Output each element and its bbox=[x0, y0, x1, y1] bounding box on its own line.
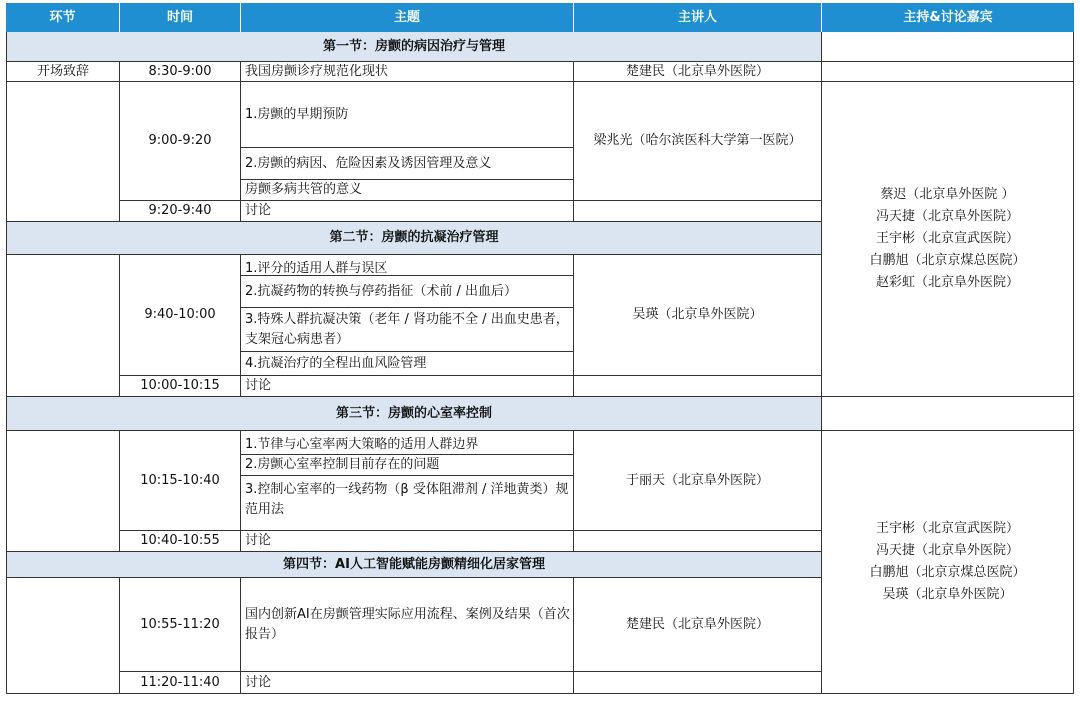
hosts-group-1 bbox=[822, 82, 1074, 397]
host-name: 白鹏旭（北京京煤总医院） bbox=[869, 565, 1026, 580]
s3-disc-time: 10:40-10:55 bbox=[120, 531, 241, 552]
s1-disc-time: 9:20-9:40 bbox=[120, 201, 241, 222]
host-name: 蔡迟（北京阜外医院 ） bbox=[880, 187, 1015, 202]
opening-topic: 我国房颤诊疗规范化现状 bbox=[241, 62, 574, 82]
s2-disc: 讨论 bbox=[241, 376, 574, 397]
host-name: 冯天捷（北京阜外医院） bbox=[875, 209, 1019, 224]
section-1-segment-blank bbox=[6, 82, 120, 222]
opening-host-blank bbox=[822, 62, 1074, 82]
s1-topic-1: 1.房颤的早期预防 bbox=[241, 82, 574, 148]
s4-time: 10:55-11:20 bbox=[120, 578, 241, 672]
header-segment: 环节 bbox=[6, 3, 120, 32]
s3-topic-3: 3.控制心室率的一线药物（β 受体阻滞剂 / 洋地黄类）规范用法 bbox=[241, 476, 574, 531]
s4-topic-1: 国内创新AI在房颤管理实际应用流程、案例及结果（首次报告） bbox=[241, 578, 574, 672]
s1-disc: 讨论 bbox=[241, 201, 574, 222]
s2-disc-time: 10:00-10:15 bbox=[120, 376, 241, 397]
s1-speaker: 梁兆光（哈尔滨医科大学第一医院） bbox=[574, 82, 822, 201]
opening-time: 8:30-9:00 bbox=[120, 62, 241, 82]
hosts-group-2 bbox=[822, 431, 1074, 694]
header-speaker: 主讲人 bbox=[574, 3, 822, 32]
section-3-segment-blank bbox=[6, 431, 120, 552]
s3-time: 10:15-10:40 bbox=[120, 431, 241, 531]
host-name: 王宇彬（北京宣武医院） bbox=[875, 521, 1019, 536]
section-3-title: 第三节：房颤的心室率控制 bbox=[6, 397, 822, 431]
section-2-title: 第二节：房颤的抗凝治疗管理 bbox=[6, 222, 822, 255]
opening-speaker: 楚建民（北京阜外医院） bbox=[574, 62, 822, 82]
header-topic: 主题 bbox=[241, 3, 574, 32]
s2-time: 9:40-10:00 bbox=[120, 255, 241, 376]
s2-topic-1: 1.评分的适用人群与误区 bbox=[241, 255, 574, 276]
s2-speaker: 吴瑛（北京阜外医院） bbox=[574, 255, 822, 376]
host-name: 赵彩虹（北京阜外医院） bbox=[875, 275, 1019, 290]
host-name: 吴瑛（北京阜外医院） bbox=[882, 587, 1013, 602]
s3-speaker: 于丽天（北京阜外医院） bbox=[574, 431, 822, 531]
section-1-host-blank bbox=[822, 32, 1074, 62]
header-host: 主持&讨论嘉宾 bbox=[822, 3, 1074, 32]
host-name: 冯天捷（北京阜外医院） bbox=[875, 543, 1019, 558]
s1-topic-3: 房颤多病共管的意义 bbox=[241, 180, 574, 201]
s4-disc: 讨论 bbox=[241, 672, 574, 694]
host-name: 王宇彬（北京宣武医院） bbox=[875, 231, 1019, 246]
s1-disc-speaker-blank bbox=[574, 201, 822, 222]
s3-disc-speaker-blank bbox=[574, 531, 822, 552]
s3-disc: 讨论 bbox=[241, 531, 574, 552]
host-name: 白鹏旭（北京京煤总医院） bbox=[869, 253, 1026, 268]
s1-topic-2: 2.房颤的病因、危险因素及诱因管理及意义 bbox=[241, 148, 574, 180]
s3-topic-1: 1.节律与心室率两大策略的适用人群边界 bbox=[241, 431, 574, 455]
s2-topic-2: 2.抗凝药物的转换与停药指征（术前 / 出血后） bbox=[241, 276, 574, 308]
section-2-segment-blank bbox=[6, 255, 120, 397]
s2-disc-speaker-blank bbox=[574, 376, 822, 397]
s4-disc-time: 11:20-11:40 bbox=[120, 672, 241, 694]
section-4-segment-blank bbox=[6, 578, 120, 694]
s4-speaker: 楚建民（北京阜外医院） bbox=[574, 578, 822, 672]
s2-topic-4: 4.抗凝治疗的全程出血风险管理 bbox=[241, 352, 574, 376]
header-time: 时间 bbox=[120, 3, 241, 32]
s3-topic-2: 2.房颤心室率控制目前存在的问题 bbox=[241, 455, 574, 476]
section-1-title: 第一节：房颤的病因治疗与管理 bbox=[6, 32, 822, 62]
section-4-title: 第四节：AI人工智能赋能房颤精细化居家管理 bbox=[6, 552, 822, 578]
s2-topic-3: 3.特殊人群抗凝决策（老年 / 肾功能不全 / 出血史患者，支架冠心病患者） bbox=[241, 308, 574, 352]
s1-time: 9:00-9:20 bbox=[120, 82, 241, 201]
opening-segment: 开场致辞 bbox=[6, 62, 120, 82]
section-3-host-blank bbox=[822, 397, 1074, 431]
s4-disc-speaker-blank bbox=[574, 672, 822, 694]
